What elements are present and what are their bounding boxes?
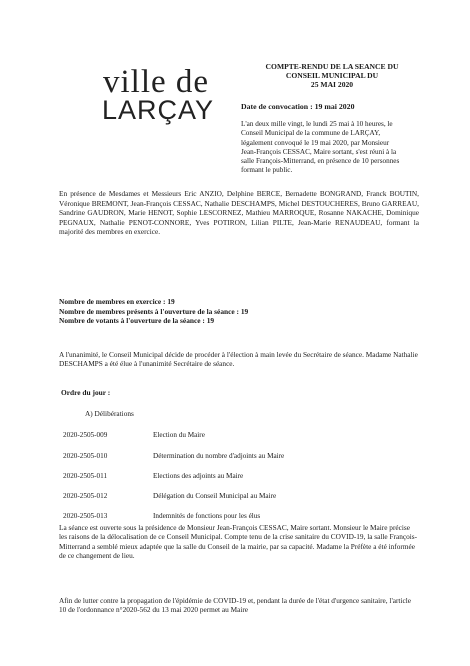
logo-larcay: LARÇAY: [102, 95, 215, 125]
member-counts: [59, 297, 248, 326]
count-present: Nombre de membres présents à l'ouverture de la séance : 19: [59, 306, 249, 316]
agenda-item-label: Détermination du nombre d'adjoints au Maire: [153, 452, 285, 460]
secretary-paragraph: A l'unanimité, le Conseil Municipal décide de procéder à l'élection à main levée du Secrétaire de séance. Madame Nathalie DESCHAMPS a été élue à l'unanimité Secrétaire de séance.: [59, 350, 418, 369]
logo-ville-de: ville de: [103, 64, 210, 100]
agenda-item: [63, 431, 205, 439]
agenda-item: [63, 512, 260, 520]
convocation-date: Date de convocation : 19 mai 2020: [241, 102, 355, 111]
agenda-item-label: Indemnités de fonctions pour les élus: [153, 512, 261, 520]
agenda-item-label: Election du Maire: [153, 431, 205, 439]
agenda-item-label: Elections des adjoints au Maire: [153, 472, 244, 480]
agenda-section: A) Délibérations: [85, 409, 134, 418]
count-voting: Nombre de votants à l'ouverture de la séance : 19: [59, 316, 215, 326]
agenda-item-number: 2020-2505-012: [63, 492, 108, 500]
count-exercise: Nombre de membres en exercice : 19: [59, 297, 175, 306]
agenda-item: [63, 452, 284, 460]
agenda-item-label: Délégation du Conseil Municipal au Maire: [153, 492, 277, 500]
agenda-item-number: 2020-2505-013: [63, 512, 108, 520]
agenda-item-number: 2020-2505-011: [63, 472, 108, 480]
agenda-item-number: 2020-2505-009: [63, 431, 108, 439]
agenda-title: Ordre du jour :: [61, 388, 111, 397]
agenda-item: [63, 492, 276, 500]
covid-paragraph: Afin de lutter contre la propagation de l'épidémie de COVID-19 et, pendant la durée de l'état d'urgence sanitaire, l'article 10 de l'ordonnance n°2020-562 du 13 mai 2020 permet au Maire: [59, 596, 411, 615]
opening-paragraph: La séance est ouverte sous la présidence de Monsieur Jean-François CESSAC, Maire sortant. Monsieur le Maire précise les raisons de la délocalisation de ce Conseil Municipal. Compte tenu de la crise sanitaire du COVID-19, la salle François-Mitterrand a semblé mieux adaptée que la salle du Conseil de la mairie, par sa capacité. Madame la Préfète a été informée de ce changement de lieu.: [59, 523, 418, 561]
doc-title-line1: COMPTE-RENDU DE LA SEANCE DU: [265, 62, 399, 71]
agenda-item: [63, 472, 243, 480]
agenda-item-number: 2020-2505-010: [63, 452, 108, 460]
intro-paragraph: L'an deux mille vingt, le lundi 25 mai à 10 heures, le Conseil Municipal de la commune de LARÇAY, légalement convoqué le 19 mai 2020, par Monsieur Jean-François CESSAC, Maire sortant, s'est réuni à la salle François-Mitterrand, en présence de 10 personnes formant le public.: [241, 120, 400, 175]
doc-title-line2: CONSEIL MUNICIPAL DU: [285, 71, 379, 80]
presence-paragraph: En présence de Mesdames et Messieurs Eric ANZIO, Delphine BERCE, Bernadette BONGRAND, Franck BOUTIN, Véronique BREMONT, Jean-François CESSAC, Nathalie DESCHAMPS, Michel DESTOUCHERES, Bruno GARREAU, Sandrine GAUDRON, Marie HENOT, Sophie LESCORNEZ, Mathieu MARROQUE, Rosanne NAKACHE, Dominique PEGNAUX, Nathalie PENOT-CONNORE, Yves POTIRON, Lilian PILTE, Jean-Marie RENAUDEAU, formant la majorité des membres en exercice.: [59, 189, 419, 237]
doc-title-line3: 25 MAI 2020: [310, 80, 354, 89]
